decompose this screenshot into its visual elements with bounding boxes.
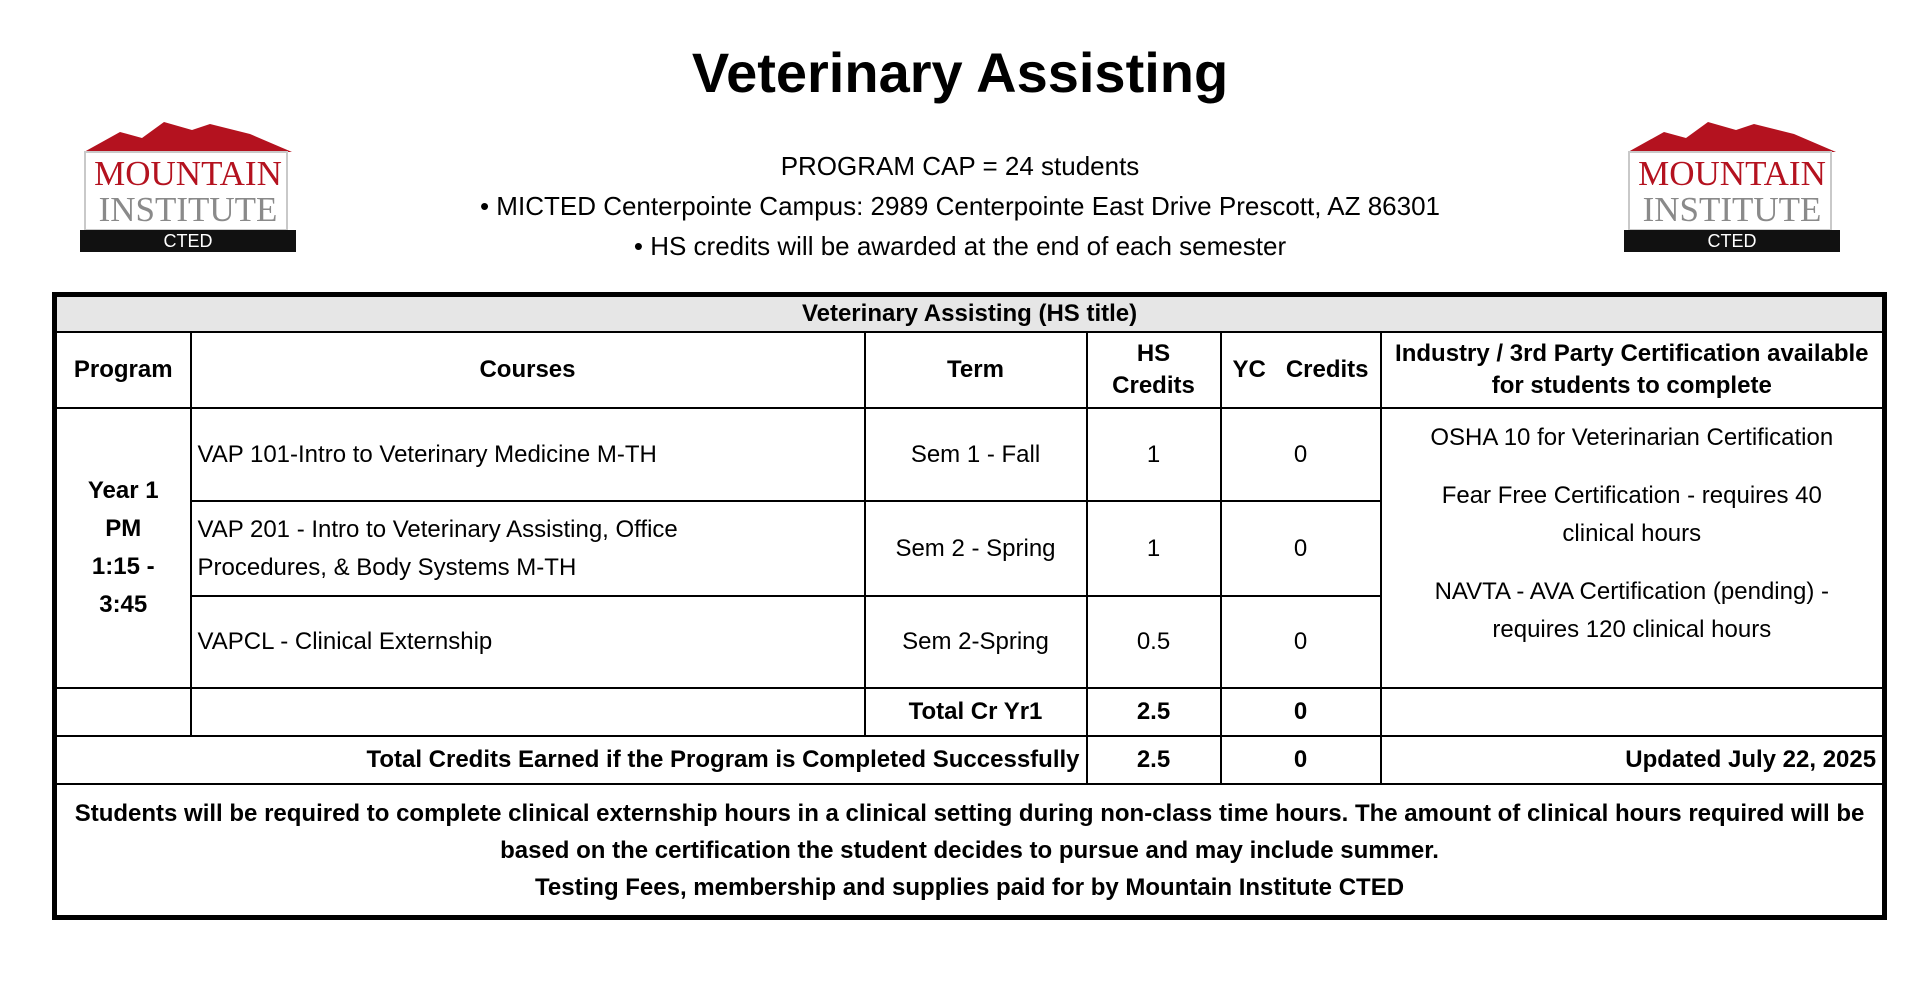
logo-word-institute: INSTITUTE <box>98 190 278 229</box>
program-table <box>52 292 1887 920</box>
logo-word-mountain: MOUNTAIN <box>94 154 282 193</box>
col-courses: Courses <box>191 332 865 408</box>
program-time-end: 3:45 <box>99 591 148 618</box>
course-yc-credits: 0 <box>1221 596 1381 688</box>
course-yc-credits: 0 <box>1221 408 1381 501</box>
col-yc-credits: YC Credits <box>1221 332 1381 408</box>
page-title: Veterinary Assisting <box>691 41 1229 104</box>
col-hs-credits: HS Credits <box>1087 332 1221 408</box>
col-program: Program <box>55 332 191 408</box>
col-certification: Industry / 3rd Party Certification available for students to complete <box>1381 332 1885 408</box>
footer-note-row <box>55 784 1885 918</box>
certification-list <box>1381 408 1885 688</box>
column-headers <box>55 332 1885 408</box>
cert-item: NAVTA - AVA Certification (pending) - requires 120 clinical hours <box>1434 578 1829 643</box>
total-label: Total Cr Yr1 <box>865 688 1087 736</box>
course-hs-credits: 1 <box>1087 501 1221 596</box>
course-hs-credits: 1 <box>1087 408 1221 501</box>
fees-note: Testing Fees, membership and supplies paid for by Mountain Institute CTED <box>535 873 1405 901</box>
logo-word-cted: CTED <box>1624 230 1840 252</box>
logo-word-institute: INSTITUTE <box>1642 190 1822 229</box>
logo-word-cted: CTED <box>80 230 296 252</box>
total-hs-credits: 2.5 <box>1087 688 1221 736</box>
course-name: VAPCL - Clinical Externship <box>191 596 865 688</box>
logo-word-mountain: MOUNTAIN <box>1638 154 1826 193</box>
empty-cell <box>1381 688 1885 736</box>
program-time-start: 1:15 - <box>91 553 155 580</box>
year-total-row <box>55 688 1885 736</box>
externship-note: Students will be required to complete clinical externship hours in a clinical setting during non-class time hours. The amount of clinical hours required will be based on the certification the student decides to pursue and may include summer. <box>74 799 1865 864</box>
program-year: Year 1 <box>87 477 159 504</box>
logo-left <box>80 118 296 254</box>
logo-right <box>1624 118 1840 254</box>
course-term: Sem 2-Spring <box>865 596 1087 688</box>
total-yc-credits: 0 <box>1221 688 1381 736</box>
program-session: PM <box>105 515 142 542</box>
credits-note: • HS credits will be awarded at the end of each semester <box>633 231 1287 261</box>
cert-item: OSHA 10 for Veterinarian Certification <box>1430 424 1834 451</box>
updated-date: Updated July 22, 2025 <box>1381 736 1885 784</box>
course-term: Sem 2 - Spring <box>865 501 1087 596</box>
grand-total-label: Total Credits Earned if the Program is Completed Successfully <box>55 736 1087 784</box>
grand-yc-credits: 0 <box>1221 736 1381 784</box>
col-term: Term <box>865 332 1087 408</box>
course-term: Sem 1 - Fall <box>865 408 1087 501</box>
grand-hs-credits: 2.5 <box>1087 736 1221 784</box>
course-yc-credits: 0 <box>1221 501 1381 596</box>
program-cell <box>55 408 191 688</box>
grand-total-row <box>55 736 1885 784</box>
course-hs-credits: 0.5 <box>1087 596 1221 688</box>
course-name: VAP 201 - Intro to Veterinary Assisting, Office Procedures, & Body Systems M-TH <box>191 501 865 596</box>
empty-cell <box>55 688 191 736</box>
footer-note <box>55 784 1885 918</box>
table-row <box>55 408 1885 501</box>
cert-item: Fear Free Certification - requires 40 clinical hours <box>1441 482 1822 547</box>
table-title: Veterinary Assisting (HS title) <box>55 295 1885 333</box>
campus-address: • MICTED Centerpointe Campus: 2989 Centerpointe East Drive Prescott, AZ 86301 <box>479 191 1440 221</box>
program-cap: PROGRAM CAP = 24 students <box>780 151 1140 181</box>
empty-cell <box>191 688 865 736</box>
course-name: VAP 101-Intro to Veterinary Medicine M-TH <box>191 408 865 501</box>
